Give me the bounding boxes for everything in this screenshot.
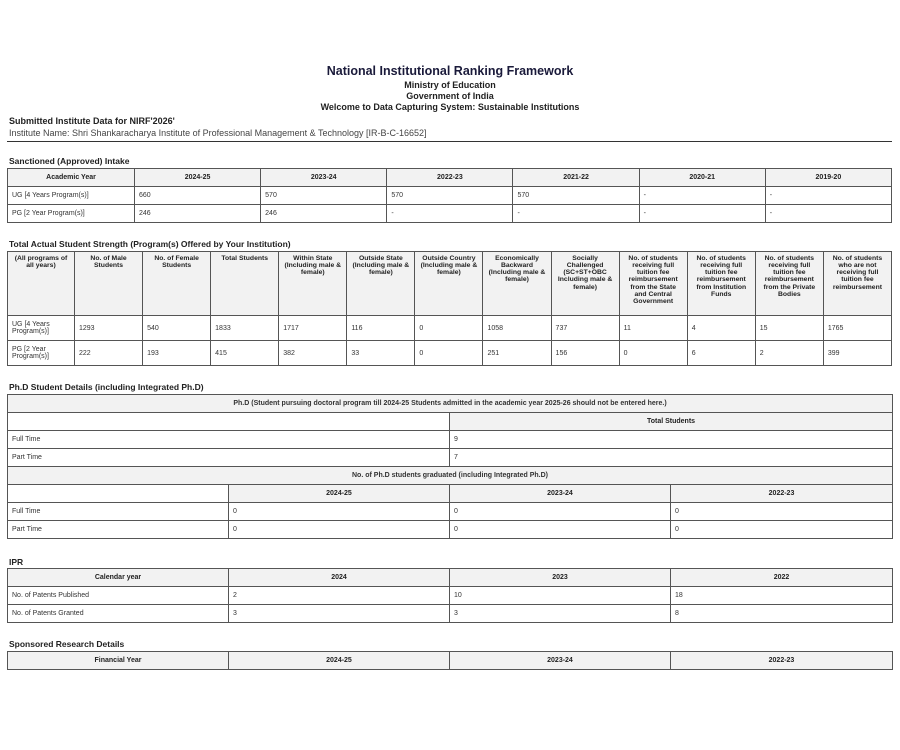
strength-header-cell: No. of students receiving full tuition fee reimbursement from the Private Bodies — [755, 252, 823, 316]
welcome-line: Welcome to Data Capturing System: Sustainable Institutions — [320, 102, 580, 112]
table-cell: 7 — [450, 449, 893, 467]
table-cell: 246 — [135, 205, 261, 223]
table-cell: 1765 — [823, 316, 891, 341]
table-cell: - — [387, 205, 513, 223]
table-cell: 246 — [261, 205, 387, 223]
phd-graduated-banner-row — [8, 467, 893, 485]
table-cell: 6 — [687, 341, 755, 366]
table-cell: 0 — [671, 521, 893, 539]
ipr-section-title: IPR — [9, 557, 24, 567]
ipr-header-cell: 2024 — [229, 569, 450, 587]
strength-header-cell: No. of students receiving full tuition fee reimbursement from Institution Funds — [687, 252, 755, 316]
table-cell: 1058 — [483, 316, 551, 341]
phd-grad-header-row — [8, 485, 893, 503]
table-cell: Full Time — [8, 431, 450, 449]
table-cell: No. of Patents Published — [8, 587, 229, 605]
table-cell: 3 — [229, 605, 450, 623]
table-cell: 33 — [347, 341, 415, 366]
table-row — [8, 431, 893, 449]
intake-header-row — [8, 169, 892, 187]
sponsored-header-cell: 2024-25 — [229, 652, 450, 670]
sponsored-header-cell: Financial Year — [8, 652, 229, 670]
table-cell: 0 — [450, 503, 671, 521]
table-cell: 156 — [551, 341, 619, 366]
table-cell: Part Time — [8, 521, 229, 539]
phd-banner: Ph.D (Student pursuing doctoral program till 2024-25 Students admitted in the academic year 2025-26 should not be entered here.) — [8, 395, 893, 413]
table-row — [8, 449, 893, 467]
table-cell: PG [2 Year Program(s)] — [8, 205, 135, 223]
strength-header-cell: Total Students — [211, 252, 279, 316]
sponsored-header-row — [8, 652, 893, 670]
table-cell: 0 — [671, 503, 893, 521]
table-cell: - — [639, 205, 765, 223]
table-cell: 0 — [450, 521, 671, 539]
intake-header-cell: 2022-23 — [387, 169, 513, 187]
table-cell: 10 — [450, 587, 671, 605]
intake-header-cell: 2023-24 — [261, 169, 387, 187]
page-title: National Institutional Ranking Framework — [326, 64, 574, 78]
strength-header-cell: No. of Male Students — [75, 252, 143, 316]
strength-header-cell: Outside State (Including male & female) — [347, 252, 415, 316]
sponsored-table — [7, 651, 893, 670]
table-cell: No. of Patents Granted — [8, 605, 229, 623]
table-cell: 570 — [261, 187, 387, 205]
table-cell: Full Time — [8, 503, 229, 521]
strength-header-cell: Within State (Including male & female) — [279, 252, 347, 316]
total-students-header: Total Students — [450, 413, 893, 431]
intake-table — [7, 168, 892, 223]
ipr-header-row — [8, 569, 893, 587]
table-cell: 15 — [755, 316, 823, 341]
phd-total-header-row — [8, 413, 893, 431]
phd-grad-header-cell: 2024-25 — [229, 485, 450, 503]
table-cell: 2 — [755, 341, 823, 366]
table-cell: 660 — [135, 187, 261, 205]
table-cell: - — [639, 187, 765, 205]
sponsored-header-cell: 2023-24 — [450, 652, 671, 670]
table-cell: - — [765, 205, 891, 223]
strength-header-cell: No. of Female Students — [143, 252, 211, 316]
table-cell: 2 — [229, 587, 450, 605]
phd-banner-row — [8, 395, 893, 413]
sponsored-header-cell: 2022-23 — [671, 652, 893, 670]
strength-header-cell: Economically Backward (Including male & female) — [483, 252, 551, 316]
table-cell: 737 — [551, 316, 619, 341]
table-cell: 1293 — [75, 316, 143, 341]
table-cell: 382 — [279, 341, 347, 366]
table-row — [8, 316, 892, 341]
table-cell: 222 — [75, 341, 143, 366]
table-cell: 251 — [483, 341, 551, 366]
strength-header-cell: Outside Country (Including male & female) — [415, 252, 483, 316]
table-cell: 0 — [415, 316, 483, 341]
ipr-header-cell: 2023 — [450, 569, 671, 587]
empty-cell — [8, 485, 229, 503]
strength-header-cell: No. of students who are not receiving full tuition fee reimbursement — [823, 252, 891, 316]
table-row — [8, 521, 893, 539]
table-cell: 0 — [229, 521, 450, 539]
table-cell: 9 — [450, 431, 893, 449]
table-cell: 18 — [671, 587, 893, 605]
intake-header-cell: 2024-25 — [135, 169, 261, 187]
phd-section-title: Ph.D Student Details (including Integrated Ph.D) — [9, 382, 204, 392]
sponsored-section-title: Sponsored Research Details — [9, 639, 125, 649]
table-cell: 116 — [347, 316, 415, 341]
table-cell: 0 — [415, 341, 483, 366]
intake-header-cell: 2021-22 — [513, 169, 639, 187]
strength-header-cell: (All programs of all years) — [8, 252, 75, 316]
table-cell: 540 — [143, 316, 211, 341]
table-row — [8, 341, 892, 366]
table-cell: UG [4 Years Program(s)] — [8, 187, 135, 205]
submitted-heading: Submitted Institute Data for NIRF'2026' — [9, 116, 175, 126]
table-row — [8, 205, 892, 223]
table-cell: 3 — [450, 605, 671, 623]
intake-header-cell: Academic Year — [8, 169, 135, 187]
government-line: Government of India — [406, 91, 494, 101]
intake-header-cell: 2020-21 — [639, 169, 765, 187]
table-cell: 193 — [143, 341, 211, 366]
empty-cell — [8, 413, 450, 431]
table-cell: Part Time — [8, 449, 450, 467]
phd-graduated-banner: No. of Ph.D students graduated (including Integrated Ph.D) — [8, 467, 893, 485]
ipr-table — [7, 568, 893, 623]
table-row — [8, 605, 893, 623]
table-cell: - — [513, 205, 639, 223]
table-cell: UG [4 Years Program(s)] — [8, 316, 75, 341]
strength-header-cell: Socially Challenged (SC+ST+OBC Including male & female) — [551, 252, 619, 316]
table-cell: 11 — [619, 316, 687, 341]
phd-table — [7, 394, 893, 539]
table-cell: 570 — [513, 187, 639, 205]
strength-table — [7, 251, 892, 366]
header-divider — [7, 141, 892, 142]
table-cell: 0 — [229, 503, 450, 521]
table-cell: 399 — [823, 341, 891, 366]
table-cell: PG [2 Year Program(s)] — [8, 341, 75, 366]
ipr-header-cell: 2022 — [671, 569, 893, 587]
table-row — [8, 587, 893, 605]
intake-header-cell: 2019-20 — [765, 169, 891, 187]
table-cell: 0 — [619, 341, 687, 366]
table-row — [8, 187, 892, 205]
table-cell: 4 — [687, 316, 755, 341]
strength-section-title: Total Actual Student Strength (Program(s) Offered by Your Institution) — [9, 239, 291, 249]
institute-name: Institute Name: Shri Shankaracharya Institute of Professional Management & Technology [IR-B-C-16652] — [9, 128, 427, 138]
strength-header-row — [8, 252, 892, 316]
table-cell: 1717 — [279, 316, 347, 341]
phd-grad-header-cell: 2022-23 — [671, 485, 893, 503]
table-cell: 570 — [387, 187, 513, 205]
intake-section-title: Sanctioned (Approved) Intake — [9, 156, 130, 166]
table-cell: 415 — [211, 341, 279, 366]
phd-grad-header-cell: 2023-24 — [450, 485, 671, 503]
ministry-line: Ministry of Education — [404, 80, 496, 90]
table-cell: 1833 — [211, 316, 279, 341]
ipr-header-cell: Calendar year — [8, 569, 229, 587]
table-row — [8, 503, 893, 521]
table-cell: 8 — [671, 605, 893, 623]
table-cell: - — [765, 187, 891, 205]
strength-header-cell: No. of students receiving full tuition fee reimbursement from the State and Central Government — [619, 252, 687, 316]
